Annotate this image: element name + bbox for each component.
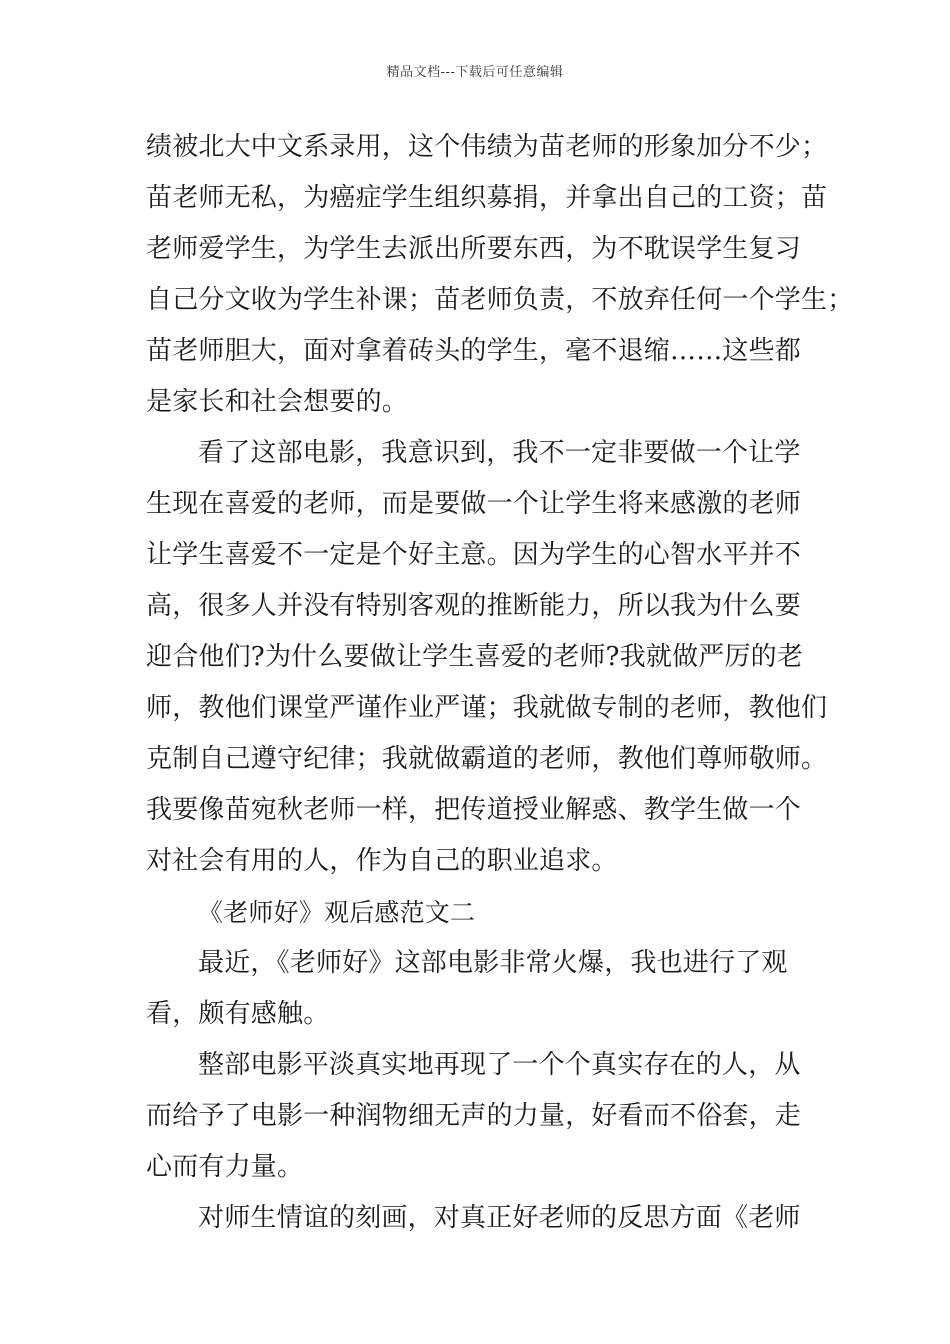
text-line: 老师爱学生，为学生去派出所要东西，为不耽误学生复习	[146, 234, 802, 264]
text-line: 让学生喜爱不一定是个好主意。因为学生的心智水平并不	[146, 540, 802, 570]
text-line: 绩被北大中文系录用，这个伟绩为苗老师的形象加分不少；	[146, 132, 828, 162]
document-body	[146, 122, 854, 1244]
page-header: 精品文档---下载后可任意编辑	[386, 65, 564, 80]
text-line: 对社会有用的人，作为自己的职业追求。	[146, 846, 618, 876]
text-line: 而给予了电影一种润物细无声的力量，好看而不俗套，走	[146, 1101, 802, 1131]
text-line: 整部电影平淡真实地再现了一个个真实存在的人，从	[198, 1050, 801, 1080]
text-line: 对师生情谊的刻画，对真正好老师的反思方面《老师	[198, 1203, 801, 1233]
text-line: 看了这部电影，我意识到，我不一定非要做一个让学	[198, 438, 801, 468]
text-line: 心而有力量。	[146, 1152, 304, 1182]
text-line: 师，教他们课堂严谨作业严谨；我就做专制的老师，教他们	[146, 693, 828, 723]
text-line: 是家长和社会想要的。	[146, 387, 409, 417]
text-line: 迎合他们?为什么要做让学生喜爱的老师?我就做严厉的老	[146, 642, 804, 672]
text-line: 高，很多人并没有特别客观的推断能力，所以我为什么要	[146, 591, 802, 621]
text-line: 苗老师无私，为癌症学生组织募捐，并拿出自己的工资；苗	[146, 183, 828, 213]
text-line: 我要像苗宛秋老师一样，把传道授业解惑、教学生做一个	[146, 795, 802, 825]
text-line: 最近，《老师好》这部电影非常火爆，我也进行了观	[198, 948, 788, 978]
text-line: 克制自己遵守纪律；我就做霸道的老师，教他们尊师敬师。	[146, 744, 828, 774]
text-line: 生现在喜爱的老师，而是要做一个让学生将来感激的老师	[146, 489, 802, 519]
text-line: 苗老师胆大，面对拿着砖头的学生，毫不退缩……这些都	[146, 336, 802, 366]
section-heading: 《老师好》观后感范文二	[198, 898, 476, 927]
text-line: 自己分文收为学生补课；苗老师负责，不放弃任何一个学生；	[146, 285, 854, 315]
text-line: 看，颇有感触。	[146, 999, 330, 1029]
